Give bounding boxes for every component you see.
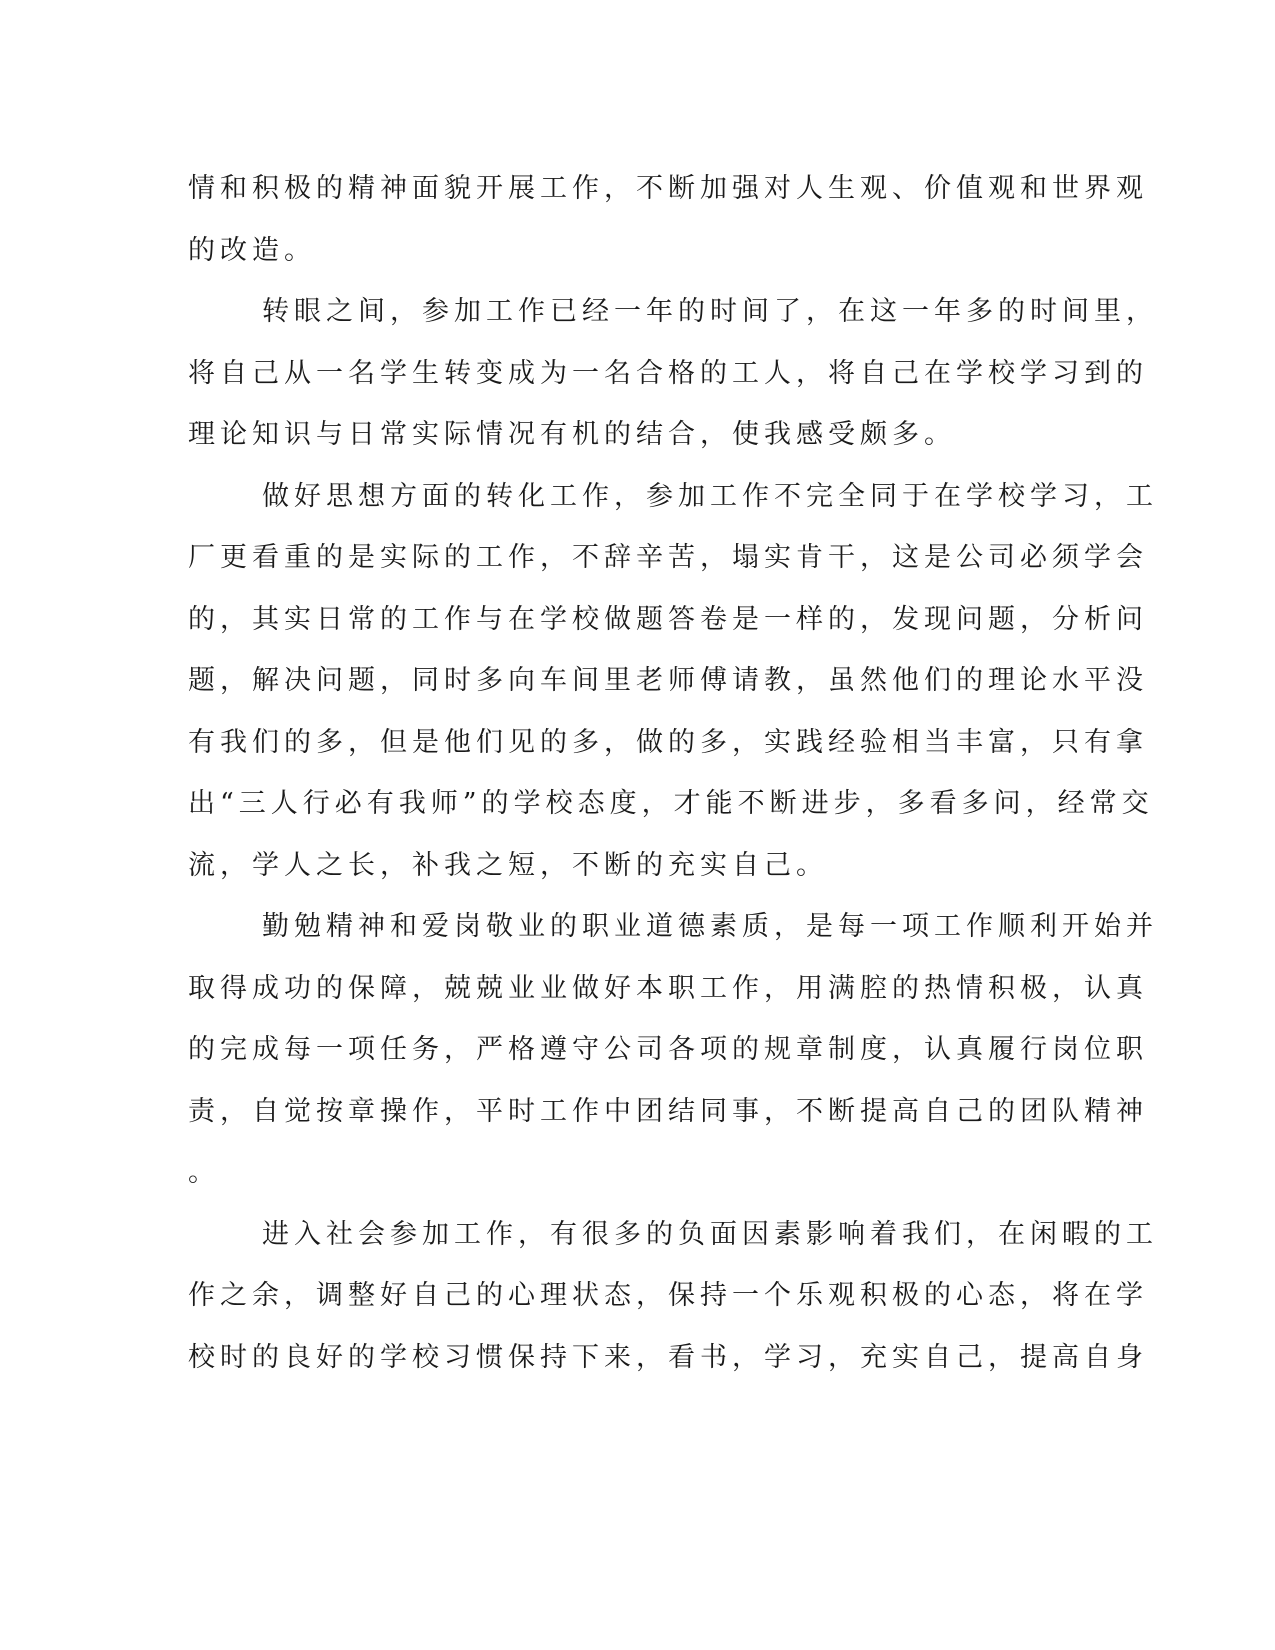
text-line: 流，学人之长，补我之短，不断的充实自己。: [188, 849, 828, 881]
text-line: 理论知识与日常实际情况有机的结合，使我感受颇多。: [188, 419, 956, 450]
text-line: 进入社会参加工作，有很多的负面因素影响着我们，在闲暇的工: [262, 1218, 1158, 1250]
text-line: 。: [188, 1157, 220, 1188]
text-line: 做好思想方面的转化工作，参加工作不完全同于在学校学习，工: [262, 480, 1158, 512]
text-line: 校时的良好的学校习惯保持下来，看书，学习，充实自己，提高自身: [188, 1341, 1148, 1373]
text-line: 作之余，调整好自己的心理状态，保持一个乐观积极的心态，将在学: [188, 1280, 1148, 1311]
text-line: 勤勉精神和爱岗敬业的职业道德素质，是每一项工作顺利开始并: [262, 911, 1158, 942]
text-line: 的，其实日常的工作与在学校做题答卷是一样的，发现问题，分析问: [188, 603, 1148, 635]
text-line: 转眼之间，参加工作已经一年的时间了，在这一年多的时间里，: [262, 296, 1158, 327]
paragraph: [188, 466, 1158, 897]
text-line: 将自己从一名学生转变成为一名合格的工人，将自己在学校学习到的: [188, 357, 1148, 389]
text-line: 有我们的多，但是他们见的多，做的多，实践经验相当丰富，只有拿: [188, 726, 1148, 758]
paragraph: [188, 1204, 1158, 1389]
paragraph: [188, 896, 1158, 1204]
text-line: 厂更看重的是实际的工作，不辞辛苦，塌实肯干，这是公司必须学会: [188, 542, 1148, 573]
text-line: 情和积极的精神面貌开展工作，不断加强对人生观、价值观和世界观: [188, 173, 1148, 204]
paragraph: [188, 281, 1158, 466]
text-line: 出“三人行必有我师”的学校态度，才能不断进步，多看多问，经常交: [188, 788, 1154, 819]
body-text: [188, 158, 1158, 1388]
text-line: 责，自觉按章操作，平时工作中团结同事，不断提高自己的团队精神: [188, 1095, 1148, 1127]
text-line: 的改造。: [188, 234, 316, 266]
paragraph: [188, 158, 1148, 281]
text-line: 的完成每一项任务，严格遵守公司各项的规章制度，认真履行岗位职: [188, 1034, 1148, 1065]
text-line: 取得成功的保障，兢兢业业做好本职工作，用满腔的热情积极，认真: [188, 972, 1148, 1004]
text-line: 题，解决问题，同时多向车间里老师傅请教，虽然他们的理论水平没: [188, 665, 1148, 696]
